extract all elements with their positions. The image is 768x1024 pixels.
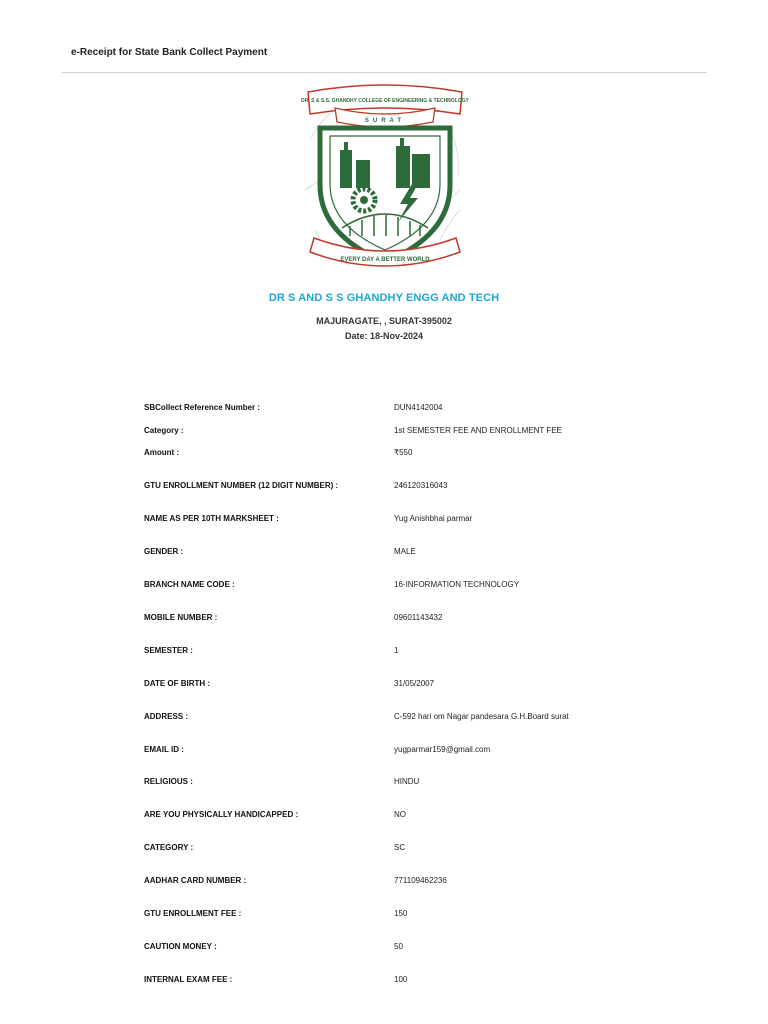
logo-ribbon-text: DR. S & S.S. GHANDHY COLLEGE OF ENGINEERING & TECHNOLOGY [301,98,469,104]
field-row [0,942,768,956]
field-value: MALE [394,547,416,556]
field-label: SBCollect Reference Number : [144,403,261,412]
institution-name: DR S AND S S GHANDHY ENGG AND TECH [268,292,500,304]
field-label: DATE OF BIRTH : [144,679,211,688]
field-value: 246120316043 [394,481,448,490]
field-value: C-592 hari om Nagar pandesara G.H.Board surat [394,712,569,721]
field-value: 771109462236 [394,876,447,885]
field-value: 31/05/2007 [394,679,435,688]
field-value: HINDU [394,777,420,786]
field-label: CATEGORY : [144,843,194,852]
field-row [0,843,768,857]
field-value: 1st SEMESTER FEE AND ENROLLMENT FEE [394,426,562,435]
field-row [0,909,768,923]
field-value: SC [394,843,406,852]
field-row [0,426,768,440]
field-label: EMAIL ID : [144,745,184,754]
field-label: BRANCH NAME CODE : [144,580,235,589]
field-row [0,876,768,890]
field-value: 1 [394,646,399,655]
field-row [0,777,768,791]
field-row [0,646,768,660]
field-label: GTU ENROLLMENT NUMBER (12 DIGIT NUMBER) : [144,481,339,490]
field-row [0,613,768,627]
institution-address: MAJURAGATE, , SURAT-395002 [316,316,452,326]
field-label: SEMESTER : [144,646,193,655]
field-value: 16-INFORMATION TECHNOLOGY [394,580,520,589]
field-label: INTERNAL EXAM FEE : [144,975,233,984]
logo-city-text: SURAT [364,118,406,124]
field-value: 09601143432 [394,613,443,622]
field-value: 100 [394,975,408,984]
field-row [0,745,768,759]
field-row [0,481,768,495]
field-label: GTU ENROLLMENT FEE : [144,909,242,918]
field-label: RELIGIOUS : [144,777,193,786]
field-label: ADDRESS : [144,712,189,721]
field-value: DUN4142004 [394,403,443,412]
field-label: ARE YOU PHYSICALLY HANDICAPPED : [144,810,299,819]
field-label: CAUTION MONEY : [144,942,217,951]
field-row [0,448,768,462]
field-row [0,712,768,726]
field-row [0,679,768,693]
field-value: 50 [394,942,403,951]
field-value: Yug Anishbhai parmar [394,514,473,523]
field-row [0,975,768,989]
field-row [0,810,768,824]
logo-motto-text: EVERY DAY A BETTER WORLD [340,257,430,263]
field-label: Amount : [144,448,180,457]
field-label: AADHAR CARD NUMBER : [144,876,247,885]
field-value: ₹550 [394,448,413,457]
receipt-date: Date: 18-Nov-2024 [344,331,424,341]
field-label: MOBILE NUMBER : [144,613,218,622]
field-row [0,403,768,417]
header-divider [62,72,707,73]
field-label: GENDER : [144,547,184,556]
field-value: NO [394,810,406,819]
field-label: NAME AS PER 10TH MARKSHEET : [144,514,279,523]
field-row [0,514,768,528]
field-row [0,580,768,594]
field-value: yugparmar159@gmail.com [394,745,491,754]
field-row [0,547,768,561]
receipt-title: e-Receipt for State Bank Collect Payment [71,47,268,58]
college-logo [300,80,470,280]
field-value: 150 [394,909,408,918]
field-label: Category : [144,426,184,435]
